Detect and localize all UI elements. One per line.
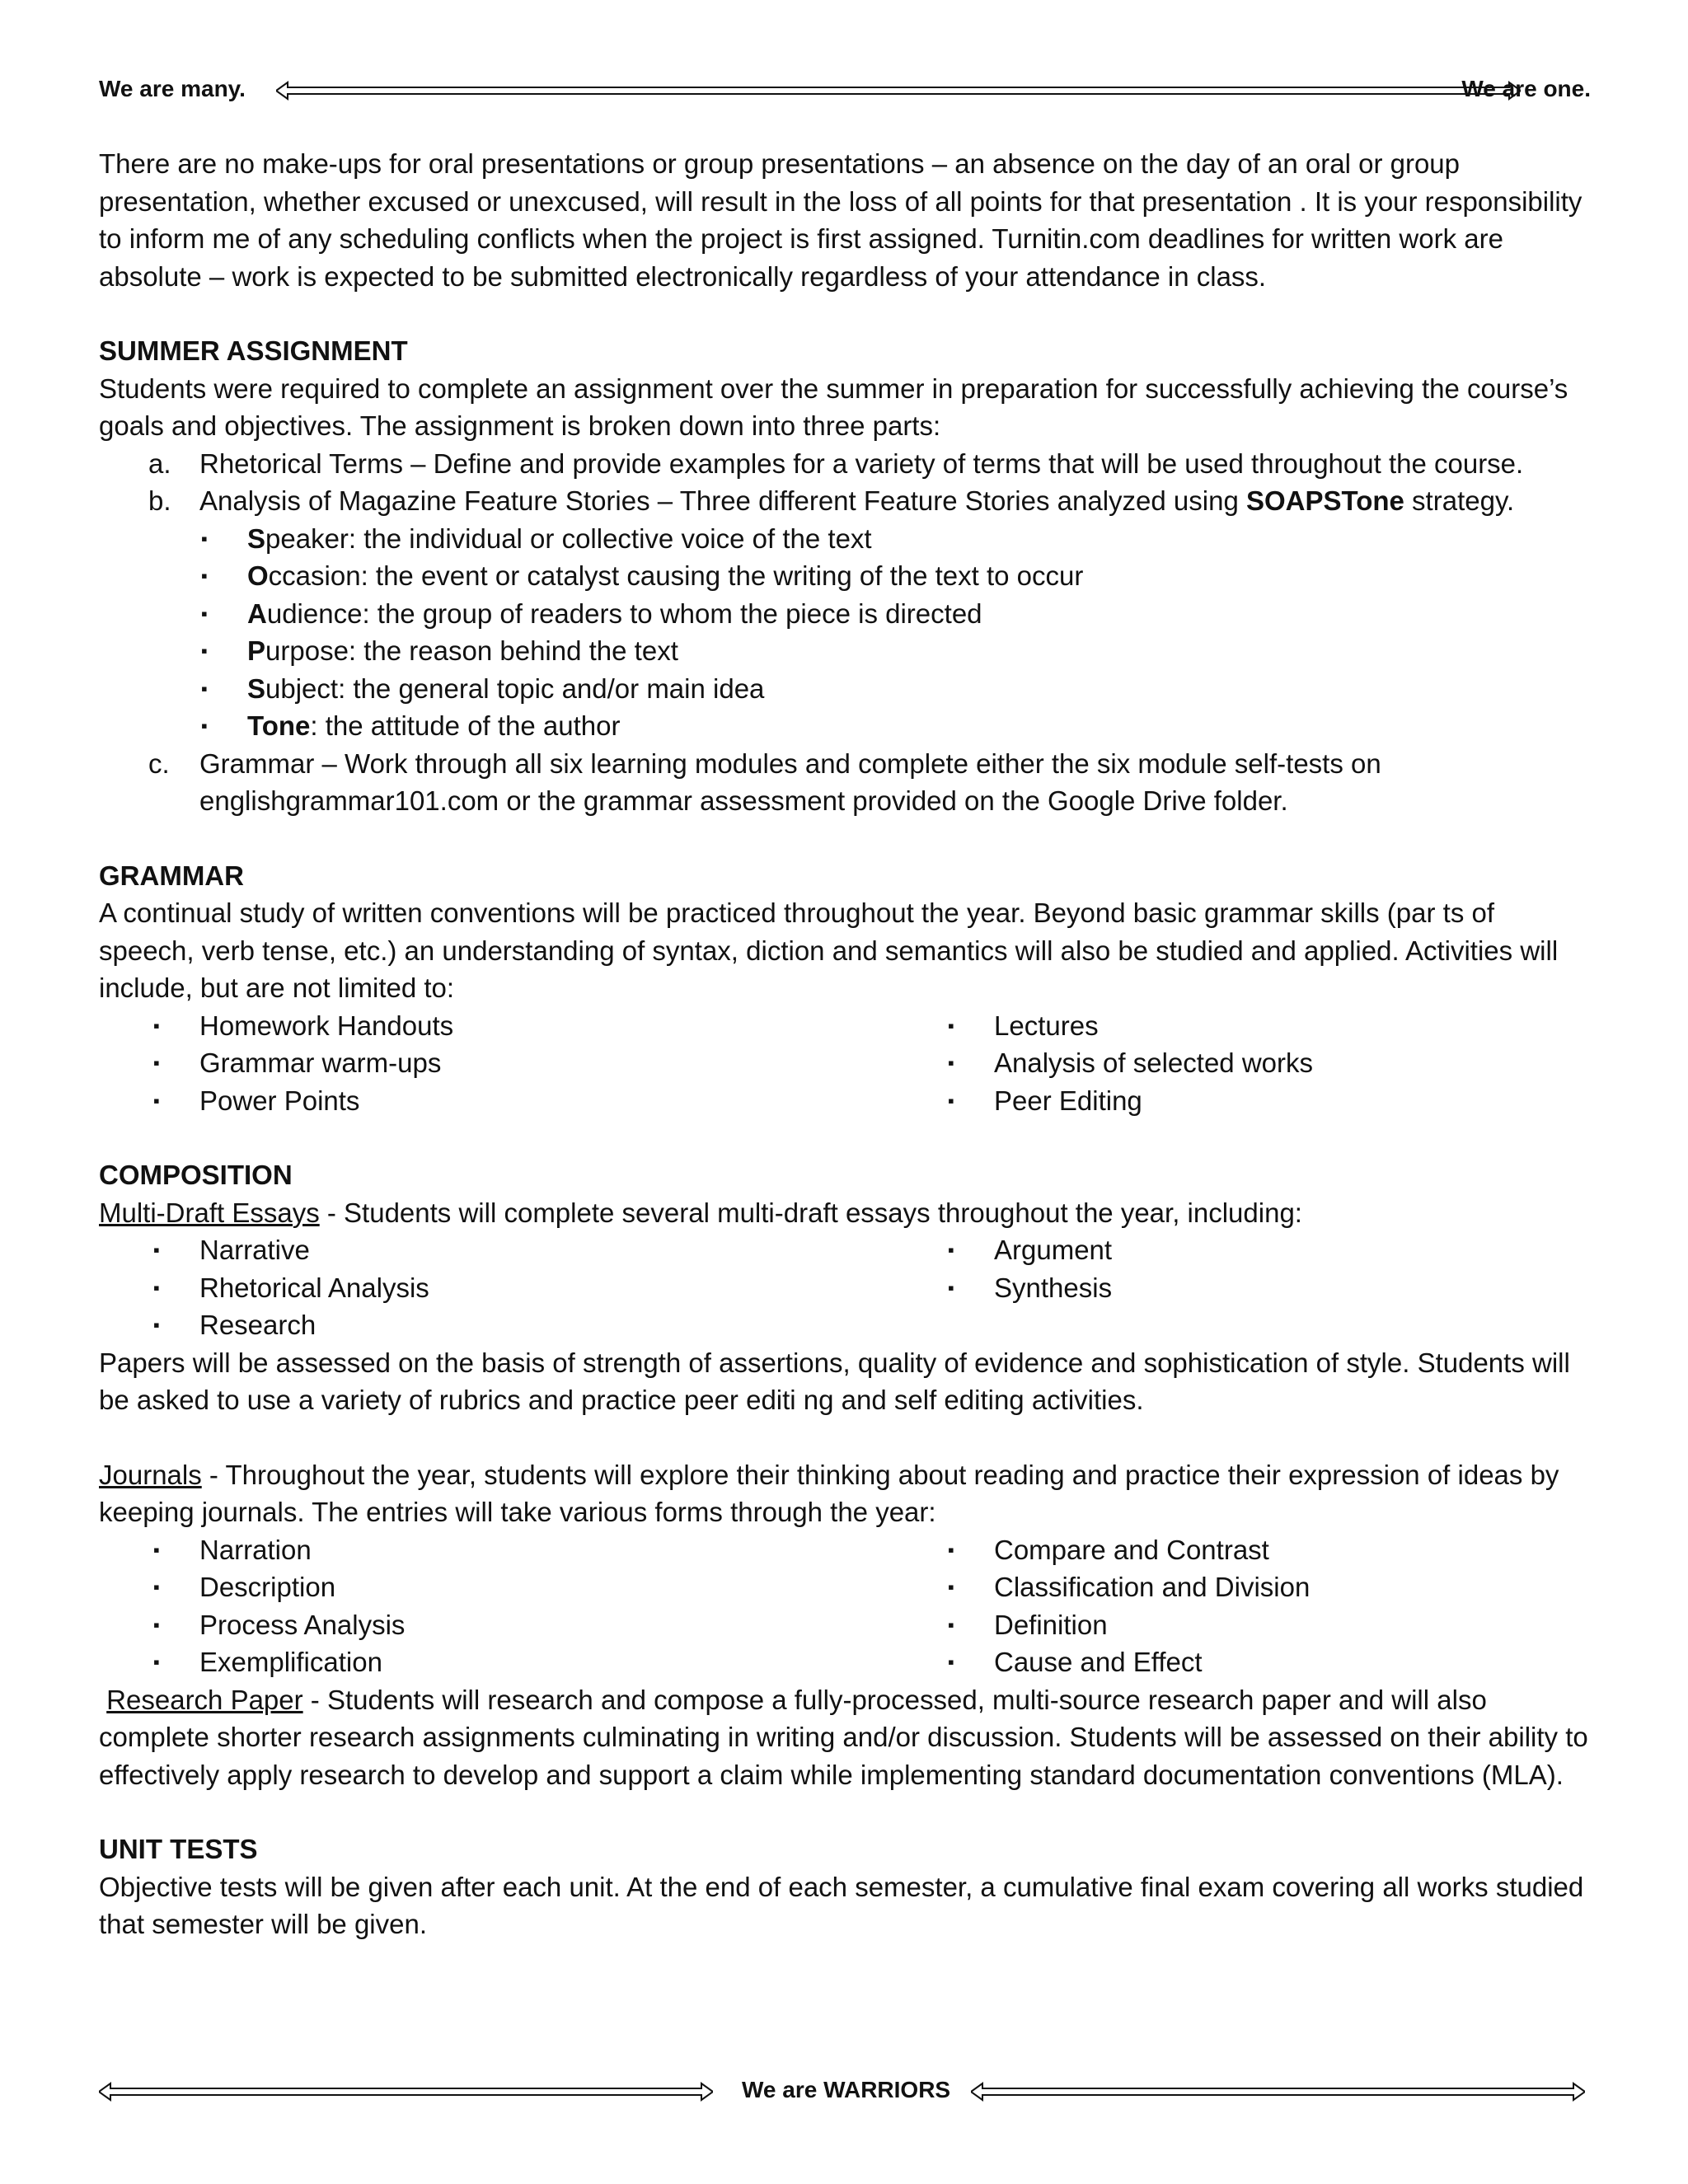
essays-text: - Students will complete several multi-draft essays throughout the year, including: [319,1197,1302,1228]
item-text: Peer Editing [994,1085,1142,1116]
item-text: Definition [994,1609,1108,1640]
list-item [148,445,1591,483]
list-item [153,1082,994,1120]
grammar-heading: GRAMMAR [99,860,244,891]
bullet-icon: ▪ [153,1652,160,1672]
bullet-icon: ▪ [153,1052,160,1073]
bullet-icon: ▪ [201,677,208,699]
item-text: Compare and Contrast [994,1534,1269,1565]
bullet-icon: ▪ [948,1052,954,1073]
double-arrow-icon [276,81,1521,101]
double-arrow-icon [971,2082,1585,2102]
unit-tests-text: Objective tests will be given after each unit. At the end of each semester, a cumulative final exam covering all works studied that semester will be given. [99,1871,1584,1939]
list-item [948,1643,1688,1681]
bullet-icon: ▪ [201,715,208,736]
page-header [99,76,1591,109]
list-item [201,520,1591,558]
grammar-activities [99,1007,1591,1120]
summer-parts-list [99,445,1591,820]
item-text: Argument [994,1235,1113,1265]
list-item [153,1531,994,1569]
item-text: Classification and Division [994,1572,1311,1602]
grammar-text: A continual study of written conventions will be practiced throughout the year. Beyond basic grammar skills (par ts of speech, verb tense, etc.) an understanding of syntax, diction and semantics will also be studied and applied. Activities will include, but are not limited to: [99,898,1559,1003]
soapstone-term: SOAPSTone [1245,485,1404,516]
journal-list-left [153,1531,994,1681]
research-paragraph [99,1681,1591,1794]
bullet-icon: ▪ [201,640,208,661]
soapstone-desc: ubject: the general topic and/or main idea [265,673,765,704]
summer-text: Students were required to complete an assignment over the summer in preparation for successfully achieving the course’s goals and objectives. The assignment is broken down into three parts: [99,373,1568,441]
composition-heading: COMPOSITION [99,1160,293,1190]
journal-list-right [948,1531,1688,1681]
intro-paragraph: There are no make-ups for oral presentations or group presentations – an absence on the day of an oral or group presentation, whether excused or unexcused, will result in the loss of all points for that presentation . It is your responsibility to inform me of any scheduling conflicts when the project is first assigned. Turnitin.com deadlines for written work are absolute – work is expected to be submitted electronically regardless of your attendance in class. [99,148,1582,292]
list-item [201,595,1591,633]
soapstone-list [201,520,1591,745]
bullet-icon: ▪ [153,1614,160,1635]
list-item [948,1044,1688,1082]
document-body [99,145,1591,1943]
grammar-list-left [153,1007,994,1120]
journal-forms [99,1531,1591,1681]
soapstone-letter: P [247,635,266,666]
bullet-icon: ▪ [948,1652,954,1672]
list-item [153,1606,994,1644]
list-item [153,1306,994,1344]
list-item [153,1269,994,1307]
double-arrow-icon [99,2082,713,2102]
soapstone-desc: : the attitude of the author [310,710,621,741]
list-item [153,1231,994,1269]
list-item [201,557,1591,595]
bullet-icon: ▪ [201,602,208,624]
bullet-icon: ▪ [153,1240,160,1260]
item-text: Analysis of selected works [994,1047,1313,1078]
part-c-text: Grammar – Work through all six learning modules and complete either the six module self-tests on englishgrammar101.com or the grammar assessment provided on the Google Drive folder. [199,748,1381,816]
item-text: Grammar warm-ups [199,1047,442,1078]
soapstone-letter: A [247,598,267,629]
unit-tests-section [99,1830,1591,1943]
bullet-icon: ▪ [948,1277,954,1298]
soapstone-letter: S [247,673,266,704]
list-item [153,1044,994,1082]
essay-list-left [153,1231,994,1344]
item-text: Lectures [994,1010,1099,1041]
essays-label: Multi-Draft Essays [99,1197,320,1228]
list-item [948,1531,1688,1569]
item-text: Process Analysis [199,1609,406,1640]
item-text: Narration [199,1534,312,1565]
unit-tests-heading: UNIT TESTS [99,1834,258,1864]
item-text: Rhetorical Analysis [199,1272,429,1303]
bullet-icon: ▪ [153,1577,160,1597]
footer-motto: We are WARRIORS [742,2077,951,2102]
bullet-icon: ▪ [948,1539,954,1560]
list-item [148,745,1591,820]
research-label: Research Paper [106,1684,303,1715]
journals-paragraph [99,1456,1591,1531]
item-text: Homework Handouts [199,1010,454,1041]
soapstone-desc: ccasion: the event or catalyst causing the writing of the text to occur [268,560,1084,591]
item-text: Cause and Effect [994,1647,1203,1677]
list-item [201,632,1591,670]
item-text: Narrative [199,1235,310,1265]
list-item [948,1269,1688,1307]
bullet-icon: ▪ [153,1090,160,1111]
item-text: Description [199,1572,336,1602]
soapstone-letter: S [247,523,266,554]
bullet-icon: ▪ [948,1614,954,1635]
list-item [153,1643,994,1681]
part-b-text: Analysis of Magazine Feature Stories – Three different Feature Stories analyzed using [199,485,1246,516]
papers-paragraph: Papers will be assessed on the basis of strength of assertions, quality of evidence and sophistication of style. Students will be asked to use a variety of rubrics and practice peer editi ng and self editing activities. [99,1347,1570,1415]
item-text: Research [199,1310,316,1340]
bullet-icon: ▪ [153,1539,160,1560]
list-item [201,707,1591,745]
list-item [948,1007,1688,1045]
journals-text: - Throughout the year, students will explore their thinking about reading and practice their expression of ideas by keeping journals. The entries will take various forms through the year: [99,1459,1559,1527]
bullet-icon: ▪ [153,1277,160,1298]
bullet-icon: ▪ [948,1015,954,1036]
essay-list-right [948,1231,1688,1344]
part-b-end: strategy. [1404,485,1515,516]
list-marker: b. [148,485,171,516]
list-item [948,1606,1688,1644]
soapstone-desc: peaker: the individual or collective voice of the text [265,523,872,554]
list-item [948,1231,1688,1269]
page-footer [99,2077,1591,2110]
bullet-icon: ▪ [948,1577,954,1597]
bullet-icon: ▪ [201,527,208,549]
essay-types [99,1231,1591,1344]
list-marker: c. [148,748,170,779]
bullet-icon: ▪ [948,1240,954,1260]
essays-paragraph [99,1194,1591,1232]
research-text: - Students will research and compose a fully-processed, multi-source research paper and will also complete shorter research assignments culminating in writing and/or discussion. Students will be assessed on their ability to effectively apply research to develop and support a claim while implementing standard documentation conventions (MLA). [99,1684,1588,1790]
bullet-icon: ▪ [201,565,208,586]
header-right-motto: We are one. [1461,76,1591,101]
soapstone-letter: O [247,560,269,591]
list-item [153,1007,994,1045]
grammar-section [99,857,1591,1120]
journals-label: Journals [99,1459,202,1490]
bullet-icon: ▪ [948,1090,954,1111]
summer-heading: SUMMER ASSIGNMENT [99,335,408,366]
item-text: Exemplification [199,1647,382,1677]
bullet-icon: ▪ [153,1315,160,1335]
list-item [201,670,1591,708]
soapstone-letter: Tone [247,710,311,741]
grammar-list-right [948,1007,1688,1120]
list-item [948,1082,1688,1120]
list-item [148,482,1591,745]
soapstone-desc: urpose: the reason behind the text [265,635,678,666]
list-marker: a. [148,448,171,479]
composition-section [99,1156,1591,1793]
list-item [153,1568,994,1606]
header-left-motto: We are many. [99,76,246,101]
summer-assignment-section [99,332,1591,820]
list-item [948,1568,1688,1606]
item-text: Power Points [199,1085,360,1116]
part-a-text: Rhetorical Terms – Define and provide examples for a variety of terms that will be used throughout the course. [199,448,1524,479]
bullet-icon: ▪ [153,1015,160,1036]
soapstone-desc: udience: the group of readers to whom the piece is directed [266,598,982,629]
item-text: Synthesis [994,1272,1113,1303]
